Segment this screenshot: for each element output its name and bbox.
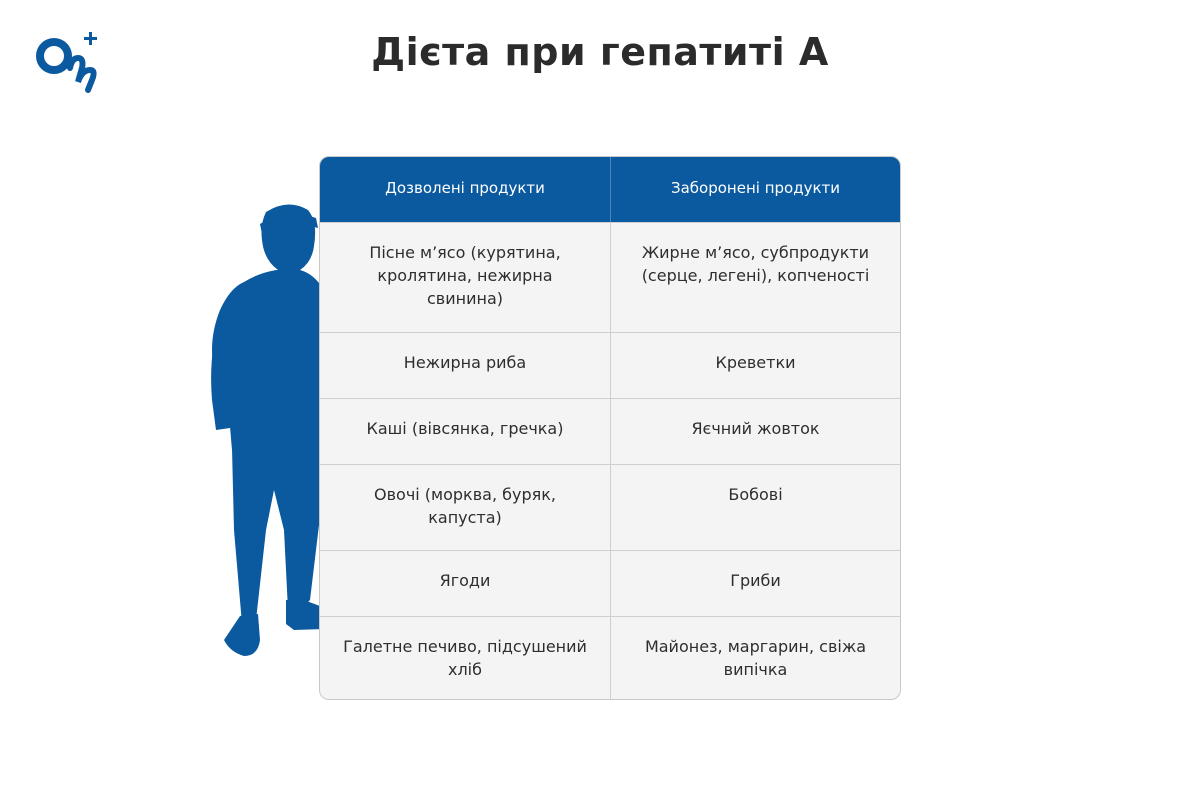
header-allowed: Дозволені продукти (385, 179, 545, 197)
allowed-cell: Нежирна риба (403, 353, 527, 372)
forbidden-cell: Креветки (610, 333, 900, 398)
allowed-cell: Каші (вівсянка, гречка) (366, 419, 564, 438)
table-row (320, 616, 900, 700)
allowed-cell: Овочі (морква, буряк, капуста) (374, 485, 556, 527)
forbidden-cell: Гриби (610, 551, 900, 616)
forbidden-cell: Жирне м’ясо, субпродукти (серце, легені), копченості (610, 223, 900, 332)
table-row (320, 222, 900, 332)
forbidden-cell: Бобові (610, 465, 900, 550)
table-row (320, 550, 900, 616)
forbidden-cell: Майонез, маргарин, свіжа випічка (610, 617, 900, 700)
table-header-row (320, 157, 900, 222)
table-row (320, 464, 900, 550)
allowed-cell: Галетне печиво, підсушений хліб (343, 637, 587, 679)
header-forbidden: Заборонені продукти (610, 157, 900, 222)
page-title: Дієта при гепатиті А (371, 30, 829, 74)
table-row (320, 398, 900, 464)
allowed-cell: Ягоди (439, 571, 491, 590)
table-row (320, 332, 900, 398)
diet-table (319, 156, 901, 700)
forbidden-cell: Яєчний жовток (610, 399, 900, 464)
allowed-cell: Пісне м’ясо (курятина, кролятина, нежирна свинина) (369, 243, 561, 308)
